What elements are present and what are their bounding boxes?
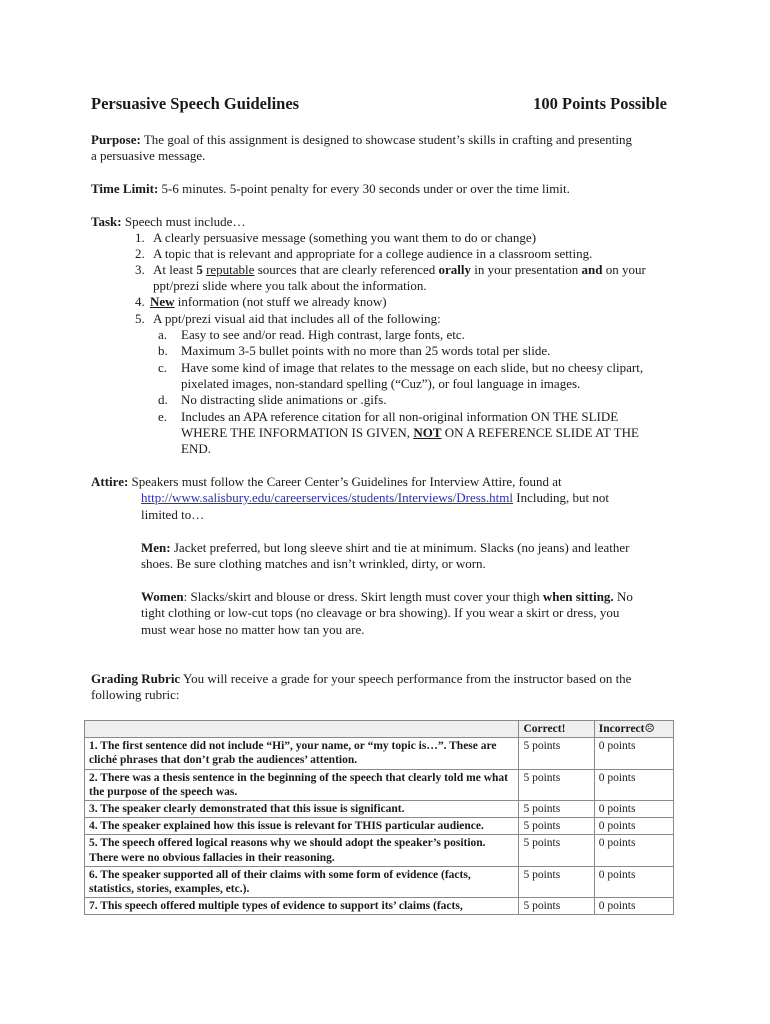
rubric-incorrect-points: 0 points	[594, 801, 673, 818]
task-label: Task:	[91, 214, 122, 229]
rubric-criterion: 1. The first sentence did not include “Hi”, your name, or “my topic is…”. These are cliché phrases that don’t grab the audiences’ attention.	[85, 738, 519, 769]
table-row	[85, 898, 674, 915]
rubric-incorrect-points: 0 points	[594, 738, 673, 769]
purpose-text: The goal of this assignment is designed to showcase student’s skills in crafting and presenting	[143, 132, 633, 147]
rubric-table	[84, 720, 674, 915]
grading-label: Grading Rubric	[91, 671, 181, 686]
document-page: Persuasive Speech Guidelines 100 Points Possible Purpose: The goal of this assignment is designed to showcase student’s skills in crafting and presenting a persuasive message. Time Limit: 5-6 minutes. 5-point penalty for every 30 seconds under or over the time limit. Task: Speech must include… 1. A clearly persuasive message (something you want them to do or change) 2. A topic that is relevant and appropriate for a college audience in a classroom setting. 3. At least 5 reputable sources that are clearly referenced orally in your presentation and on your ppt/prezi slide where you talk about the information. 4. New information (not stuff we already know) 5. A ppt/prezi visual aid that includes all of the following: a. Easy to see and/or read. High contrast, large fonts, etc. b. Maximum 3-5 bullet points with no more than 25 words total per slide. c. Have some kind of image that relates to the message on each slide, but no cheesy clipart, pixelated images, non-standard spelling (“Cuz”), or foul language in images. d. No distracting slide animations or .gifs. e. Includes an APA reference citation for all non-original information ON THE SLIDE WHERE THE INFORMATION IS GIVEN, NOT ON A REFERENCE SLIDE AT THE END. Attire: Speakers must follow the Career Center’s Guidelines for Interview Attire, found at http://www.salisbury.edu/careerservices/students/Interviews/Dress.html Including, but not limited to… Men: Jacket preferred, but long sleeve shirt and tie at minimum. Slacks (no jeans) and leather shoes. Be sure clothing matches and isn’t wrinkled, dirty, or worn. Women: Slacks/skirt and blouse or dress. Skirt length must cover your thigh when sitting. No tight clothing or low-cut tops (no cleavage or bra showing). If you wear a skirt or dress, you must wear hose no matter how tan you are. Grading Rubric You will receive a grade for your speech performance from the instructor based on the following rubric: Correct! Incorrect☹ 1. The first sentence did not include “Hi”, your name, or “my topic is…”. These are cliché phrases that don’t grab the audiences’ attention. 5 points 0 points 2. There was a thesis sentence in the beginning of the speech that clearly told me what the purpose of the speech was. 5 points 0 points 3. The speaker clearly demonstrated that this issue is significant. 5 points 0 points 4. The speaker explained how this issue is relevant for THIS particular audience. 5 points 0 points 5. The speech offered logical reasons why we should adopt the speaker’s position. There were no obvious fallacies in their reasoning. 5 points 0 points 6. The speaker supported all of their claims with some form of evidence (facts, statistics, stories, examples, etc.). 5 points 0 points 7. This speech offered multiple types of evidence to support its’ claims (facts, 5 points 0 points	[0, 0, 770, 1024]
table-row	[85, 818, 674, 835]
task-intro: Speech must include…	[124, 214, 246, 229]
table-row	[85, 866, 674, 897]
title-row	[91, 94, 671, 116]
rubric-header-correct: Correct!	[519, 721, 594, 738]
attire-paragraph	[91, 474, 683, 490]
men-paragraph: Men: Jacket preferred, but long sleeve shirt and tie at minimum. Slacks (no jeans) and leather shoes. Be sure clothing matches and isn’t wrinkled, dirty, or worn.	[141, 540, 630, 572]
attire-link-line: http://www.salisbury.edu/careerservices/students/Interviews/Dress.html Including, but not	[141, 490, 610, 505]
rubric-header-row	[85, 721, 674, 738]
rubric-correct-points: 5 points	[519, 866, 594, 897]
rubric-criterion: 3. The speaker clearly demonstrated that this issue is significant.	[85, 801, 519, 818]
purpose-label: Purpose:	[91, 132, 141, 147]
table-row	[85, 769, 674, 800]
attire-label: Attire:	[91, 474, 129, 489]
women-label: Women	[141, 589, 184, 604]
attire-text: Speakers must follow the Career Center’s Guidelines for Interview Attire, found at	[131, 474, 562, 489]
rubric-header-criterion	[85, 721, 519, 738]
rubric-criterion: 4. The speaker explained how this issue is relevant for THIS particular audience.	[85, 818, 519, 835]
subitem-c-cont: pixelated images, non-standard spelling (“Cuz”), or foul language in images.	[181, 376, 581, 391]
purpose-paragraph	[91, 132, 683, 165]
rubric-correct-points: 5 points	[519, 769, 594, 800]
rubric-correct-points: 5 points	[519, 818, 594, 835]
purpose-text-cont: a persuasive message.	[91, 148, 206, 164]
rubric-incorrect-points: 0 points	[594, 818, 673, 835]
rubric-header-incorrect: Incorrect☹	[594, 721, 673, 738]
document-title: Persuasive Speech Guidelines	[91, 94, 300, 113]
rubric-criterion: 7. This speech offered multiple types of evidence to support its’ claims (facts,	[85, 898, 519, 915]
rubric-incorrect-points: 0 points	[594, 898, 673, 915]
points-possible: 100 Points Possible	[533, 94, 667, 113]
subitem-e-end: END.	[181, 441, 211, 456]
rubric-criterion: 5. The speech offered logical reasons why we should adopt the speaker’s position. There were no obvious fallacies in their reasoning.	[85, 835, 519, 866]
men-label: Men:	[141, 540, 171, 555]
time-limit-text: 5-6 minutes. 5-point penalty for every 30 seconds under or over the time limit.	[161, 181, 570, 196]
task-item-3-cont: ppt/prezi slide where you talk about the information.	[153, 278, 427, 293]
time-limit-label: Time Limit:	[91, 181, 159, 196]
rubric-criterion: 6. The speaker supported all of their claims with some form of evidence (facts, statistics, stories, examples, etc.).	[85, 866, 519, 897]
table-row	[85, 835, 674, 866]
rubric-incorrect-points: 0 points	[594, 866, 673, 897]
rubric-criterion: 2. There was a thesis sentence in the beginning of the speech that clearly told me what the purpose of the speech was.	[85, 769, 519, 800]
grading-paragraph: Grading Rubric You will receive a grade for your speech performance from the instructor based on the following rubric:	[91, 671, 632, 703]
attire-line3: limited to…	[141, 507, 205, 522]
rubric-incorrect-points: 0 points	[594, 835, 673, 866]
rubric-incorrect-points: 0 points	[594, 769, 673, 800]
rubric-correct-points: 5 points	[519, 801, 594, 818]
time-limit-paragraph	[91, 181, 683, 197]
rubric-correct-points: 5 points	[519, 898, 594, 915]
table-row	[85, 738, 674, 769]
subitem-e-cont: WHERE THE INFORMATION IS GIVEN, NOT ON A REFERENCE SLIDE AT THE	[181, 425, 639, 440]
attire-guidelines-link[interactable]: http://www.salisbury.edu/careerservices/students/Interviews/Dress.html	[141, 490, 513, 505]
rubric-correct-points: 5 points	[519, 835, 594, 866]
task-paragraph	[91, 214, 683, 230]
table-row	[85, 801, 674, 818]
women-paragraph: Women: Slacks/skirt and blouse or dress. Skirt length must cover your thigh when sitting. No tight clothing or low-cut tops (no cleavage or bra showing). If you wear a skirt or dress, you must wear hose no matter how tan you are.	[141, 589, 633, 637]
rubric-correct-points: 5 points	[519, 738, 594, 769]
